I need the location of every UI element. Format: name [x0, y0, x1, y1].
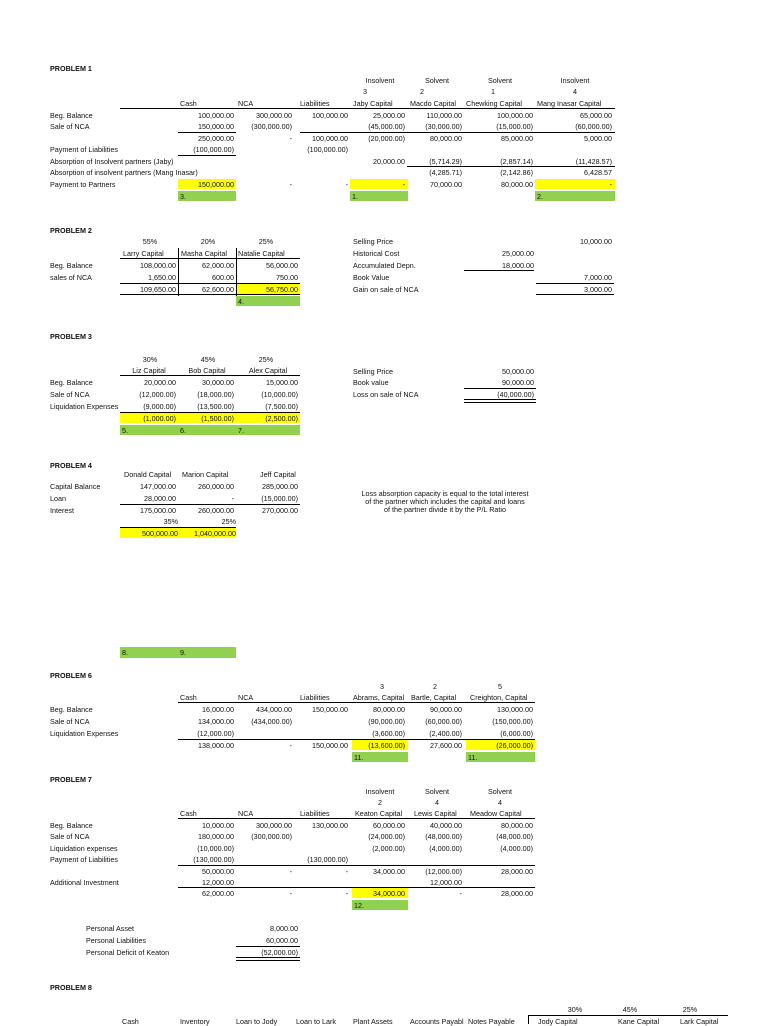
p7-personal-label-0: Personal Asset [86, 924, 134, 933]
p8-header-kane: Kane Capital [618, 1017, 660, 1026]
p7-mark-12: 12. [354, 901, 364, 910]
p7-header-cash: Cash [180, 809, 197, 818]
p2-cell-r0-c0: 108,000.00 [140, 261, 176, 270]
p6-header-creighton: Creighton, Capital [470, 693, 528, 702]
p7-header-liabilities: Liabilities [300, 809, 330, 818]
p7-cell-r4-c0: 50,000.00 [202, 867, 234, 876]
p1-header-cash: Cash [180, 99, 197, 108]
p6-cell-r2-c4: (2,400.00) [429, 729, 462, 738]
p1-status-jaby: Insolvent [365, 76, 395, 85]
p7-cell-r1-c4: (48,000.00) [425, 832, 462, 841]
p1-cell-r5-c4: (4,285.71) [429, 168, 462, 177]
p3-cell-r2-c2: (7,500.00) [265, 402, 298, 411]
p4-cell-r0-c1: 260,000.00 [198, 482, 234, 491]
p3-calc-label-1: Book value [353, 378, 389, 387]
p1-cell-r6-c5: 80,000.00 [501, 180, 533, 189]
p7-cell-r4-c4: (12,000.00) [425, 867, 462, 876]
p7-cell-r1-c3: (24,000.00) [368, 832, 405, 841]
p6-cell-r1-c1: (434,000.00) [251, 717, 292, 726]
p1-cell-r2-c3: (20,000.00) [368, 134, 405, 143]
p1-rank-jaby: 3 [363, 87, 367, 96]
p7-cell-r0-c5: 80,000.00 [501, 821, 533, 830]
p1-cell-r6-c4: 70,000.00 [430, 180, 462, 189]
p2-pct-natalie: 25% [258, 237, 274, 246]
p4-label-interest: Interest [50, 506, 74, 515]
p3-label-sale: Sale of NCA [50, 390, 90, 399]
p7-cell-r4-c1: - [289, 867, 292, 876]
p7-label-beg: Beg. Balance [50, 821, 93, 830]
p1-cell-r6-c3: - [402, 180, 405, 189]
p7-cell-r6-c5: 28,000.00 [501, 889, 533, 898]
p2-label-sales: sales of NCA [50, 273, 92, 282]
p1-cell-r2-c5: 85,000.00 [501, 134, 533, 143]
p3-cell-r1-c0: (12,000.00) [139, 390, 176, 399]
p6-cell-r1-c5: (150,000.00) [492, 717, 533, 726]
p1-header-macdo: Macdo Capital [410, 99, 456, 108]
p4-note-line-1: Loss absorption capacity is equal to the total interest [361, 489, 529, 498]
p2-pct-masha: 20% [200, 237, 216, 246]
p3-mark-7: 7. [238, 426, 244, 435]
p1-cell-r6-c0: 150,000.00 [198, 180, 234, 189]
p3-cell-r3-c1: (1,500.00) [201, 414, 234, 423]
p4-note-line-2: of the partner which includes the capital and loans [365, 497, 525, 506]
p4-cell-r1-c2: (15,000.00) [261, 494, 298, 503]
p6-mark-11a: 11. [354, 753, 364, 762]
p1-label-absmang: Absorption of insolvent partners (Mang Inasar) [50, 168, 198, 177]
p2-header-natalie: Natalie Capital [238, 249, 285, 258]
p3-cell-r2-c0: (9,000.00) [143, 402, 176, 411]
p3-calc-label-2: Loss on sale of NCA [353, 390, 419, 399]
p1-cell-r1-c0: 150,000.00 [198, 122, 234, 131]
p1-cell-r0-c2: 100,000.00 [312, 111, 348, 120]
p4-cell-r2-c1: 260,000.00 [198, 506, 234, 515]
p7-label-sale: Sale of NCA [50, 832, 90, 841]
p3-mark-5: 5. [122, 426, 128, 435]
p6-header-nca: NCA [238, 693, 254, 702]
p1-label-payliab: Payment of Liabilities [50, 145, 118, 154]
p7-cell-r0-c2: 130,000.00 [312, 821, 348, 830]
p6-header-abrams: Abrams, Capital [353, 693, 405, 702]
p2-cell-r2-c1: 62,600.00 [202, 285, 234, 294]
p7-rank-meadow: 4 [498, 798, 502, 807]
p8-header-jody: Jody Capital [538, 1017, 578, 1026]
p3-loss: (40,000.00) [497, 390, 534, 399]
p7-header-nca: NCA [238, 809, 254, 818]
p3-cell-r0-c0: 20,000.00 [144, 378, 176, 387]
p7-cell-r6-c3: 34,000.00 [373, 889, 405, 898]
p6-header-bartle: Bartle, Capital [411, 693, 457, 702]
p2-pct-larry: 55% [142, 237, 158, 246]
p7-cell-r3-c0: (130,000.00) [193, 855, 234, 864]
p6-cell-r3-c0: 138,000.00 [198, 741, 234, 750]
p7-personal-label-1: Personal Liabilities [86, 936, 146, 945]
p2-selling-price: 10,000.00 [580, 237, 612, 246]
p1-cell-r1-c3: (45,000.00) [368, 122, 405, 131]
problem-8-title: PROBLEM 8 [50, 983, 92, 992]
p1-cell-r4-c6: (11,428.57) [575, 157, 612, 166]
p2-acc-depn: 18,000.00 [502, 261, 534, 270]
p1-cell-r5-c6: 6,428.57 [584, 168, 612, 177]
p1-header-chewking: Chewking Capital [466, 99, 522, 108]
p8-pct-kane: 45% [622, 1005, 638, 1014]
p1-cell-r1-c5: (15,000.00) [496, 122, 533, 131]
p6-label-liqexp: Liquidation Expenses [50, 729, 119, 738]
p1-rank-manginasar: 4 [573, 87, 577, 96]
p7-status-keaton: Insolvent [365, 787, 395, 796]
p3-pct-alex: 25% [258, 355, 274, 364]
p1-header-manginasar: Mang Inasar Capital [537, 99, 602, 108]
p7-cell-r1-c5: (48,000.00) [496, 832, 533, 841]
p1-cell-r0-c0: 100,000.00 [198, 111, 234, 120]
p7-personal-liab: 60,000.00 [266, 936, 298, 945]
p6-cell-r2-c0: (12,000.00) [197, 729, 234, 738]
p7-cell-r0-c0: 10,000.00 [202, 821, 234, 830]
p7-personal-asset: 8,000.00 [270, 924, 298, 933]
p8-header-inventory: Inventory [180, 1017, 210, 1026]
p2-cell-r2-c0: 109,650.00 [140, 285, 176, 294]
p7-rank-keaton: 2 [378, 798, 382, 807]
p7-cell-r3-c2: (130,000.00) [307, 855, 348, 864]
p6-cell-r1-c3: (90,000.00) [368, 717, 405, 726]
p6-cell-r0-c5: 130,000.00 [497, 705, 533, 714]
p1-mark-1: 1. [352, 192, 358, 201]
p7-label-liqexp: Liquidation expenses [50, 844, 118, 853]
problem-2-title: PROBLEM 2 [50, 226, 92, 235]
p1-cell-r4-c4: (5,714.29) [429, 157, 462, 166]
p6-cell-r0-c3: 80,000.00 [373, 705, 405, 714]
p8-header-np: Notes Payable [468, 1017, 515, 1026]
p2-header-larry: Larry Capital [123, 249, 164, 258]
p6-rank-creighton: 5 [498, 682, 502, 691]
p3-cell-r2-c1: (13,500.00) [197, 402, 234, 411]
p4-lac-marion: 1,040,000.00 [194, 529, 236, 538]
problem-1-title: PROBLEM 1 [50, 64, 92, 73]
p1-cell-r6-c6: - [609, 180, 612, 189]
p7-cell-r5-c0: 12,000.00 [202, 878, 234, 887]
p6-cell-r3-c3: (13,600.00) [368, 741, 405, 750]
p1-cell-r2-c2: 100,000.00 [312, 134, 348, 143]
p7-personal-label-2: Personal Deficit of Keaton [86, 948, 170, 957]
p2-cell-r0-c2: 56,000.00 [266, 261, 298, 270]
p6-cell-r0-c1: 434,000.00 [256, 705, 292, 714]
p7-status-meadow: Solvent [488, 787, 512, 796]
p7-rank-lewis: 4 [435, 798, 439, 807]
p2-cell-r2-c2: 56,750.00 [266, 285, 298, 294]
p4-cell-r0-c0: 147,000.00 [140, 482, 176, 491]
p6-header-liabilities: Liabilities [300, 693, 330, 702]
p7-cell-r6-c1: - [289, 889, 292, 898]
p4-note-line-3: of the partner divide it by the P/L Ratio [384, 505, 506, 514]
p1-cell-r0-c5: 100,000.00 [497, 111, 533, 120]
p3-cell-r3-c2: (2,500.00) [265, 414, 298, 423]
p1-cell-r5-c5: (2,142.86) [500, 168, 533, 177]
p6-cell-r2-c3: (3,600.00) [372, 729, 405, 738]
p1-status-chewking: Solvent [488, 76, 512, 85]
p7-cell-r6-c4: - [459, 889, 462, 898]
p3-pct-bob: 45% [200, 355, 216, 364]
p7-label-payliab: Payment of Liabilities [50, 855, 118, 864]
p1-cell-r1-c4: (30,000.00) [425, 122, 462, 131]
p7-cell-r4-c3: 34,000.00 [373, 867, 405, 876]
p6-cell-r0-c4: 90,000.00 [430, 705, 462, 714]
p7-cell-r6-c2: - [345, 889, 348, 898]
p3-cell-r0-c1: 30,000.00 [202, 378, 234, 387]
p4-pct-donald: 35% [163, 517, 178, 526]
p7-header-lewis: Lewis Capital [414, 809, 457, 818]
p1-label-paypartners: Payment to Partners [50, 180, 116, 189]
p4-header-donald: Donald Capital [124, 470, 172, 479]
p8-pct-jody: 30% [567, 1005, 583, 1014]
p6-cell-r2-c5: (6,000.00) [500, 729, 533, 738]
p1-header-nca: NCA [238, 99, 254, 108]
p6-label-sale: Sale of NCA [50, 717, 90, 726]
p6-cell-r3-c5: (26,000.00) [496, 741, 533, 750]
p2-cell-r0-c1: 62,000.00 [202, 261, 234, 270]
p2-gain: 3,000.00 [584, 285, 612, 294]
p7-cell-r2-c5: (4,000.00) [500, 844, 533, 853]
p3-label-liqexp: Liquidation Expenses [50, 402, 119, 411]
p7-personal-deficit: (52,000.00) [261, 948, 298, 957]
p1-cell-r0-c1: 300,000.00 [256, 111, 292, 120]
p8-header-cash: Cash [122, 1017, 139, 1026]
p1-cell-r0-c3: 25,000.00 [373, 111, 405, 120]
p4-label-capbal: Capital Balance [50, 482, 101, 491]
p8-header-loanlark: Loan to Lark [296, 1017, 336, 1026]
p2-calc-label-1: Historical Cost [353, 249, 400, 258]
p3-pct-liz: 30% [142, 355, 158, 364]
p8-header-loanjody: Loan to Jody [236, 1017, 278, 1026]
p7-cell-r1-c0: 180,000.00 [198, 832, 234, 841]
p2-header-masha: Masha Capital [181, 249, 227, 258]
p6-label-beg: Beg. Balance [50, 705, 93, 714]
problem-4-title: PROBLEM 4 [50, 461, 92, 470]
p6-rank-bartle: 2 [433, 682, 437, 691]
p8-header-ap: Accounts Payabl [410, 1017, 464, 1026]
p2-calc-label-0: Selling Price [353, 237, 393, 246]
p1-header-jaby: Jaby Capital [353, 99, 393, 108]
p1-cell-r2-c6: 5,000.00 [584, 134, 612, 143]
p4-lac-donald: 500,000.00 [142, 529, 178, 538]
p8-header-lark: Lark Capital [680, 1017, 719, 1026]
p4-header-jeff: Jeff Capital [260, 470, 296, 479]
p2-cell-r1-c0: 1,650.00 [148, 273, 176, 282]
p1-cell-r0-c6: 65,000.00 [580, 111, 612, 120]
p6-cell-r0-c0: 16,000.00 [202, 705, 234, 714]
p7-cell-r2-c3: (2,000.00) [372, 844, 405, 853]
p6-cell-r3-c4: 27,600.00 [430, 741, 462, 750]
p5-mark-8: 8. [122, 648, 128, 657]
p3-selling-price: 50,000.00 [502, 367, 534, 376]
p7-cell-r0-c1: 300,000.00 [256, 821, 292, 830]
p4-pct-marion: 25% [221, 517, 236, 526]
p1-cell-r2-c0: 250,000.00 [198, 134, 234, 143]
p1-cell-r4-c3: 20,000.00 [373, 157, 405, 166]
p7-cell-r6-c0: 62,000.00 [202, 889, 234, 898]
p7-cell-r2-c0: (10,000.00) [197, 844, 234, 853]
p4-cell-r1-c1: - [231, 494, 234, 503]
p1-cell-r0-c4: 110,000.00 [426, 111, 462, 120]
p7-cell-r5-c4: 12,000.00 [430, 878, 462, 887]
p2-cell-r1-c1: 600.00 [212, 273, 234, 282]
p3-book-value: 90,000.00 [502, 378, 534, 387]
p1-cell-r6-c2: - [345, 180, 348, 189]
p6-header-cash: Cash [180, 693, 197, 702]
p3-cell-r1-c2: (10,000.00) [261, 390, 298, 399]
p1-cell-r3-c0: (100,000.00) [193, 145, 234, 154]
p7-header-meadow: Meadow Capital [470, 809, 522, 818]
p7-header-keaton: Keaton Capital [355, 809, 403, 818]
p7-cell-r4-c2: - [345, 867, 348, 876]
p6-mark-11b: 11. [468, 753, 478, 762]
p7-cell-r0-c3: 60,000.00 [373, 821, 405, 830]
p8-header-plant: Plant Assets [353, 1017, 393, 1026]
p3-calc-label-0: Selling Price [353, 367, 393, 376]
p1-cell-r6-c1: - [289, 180, 292, 189]
problem-6-title: PROBLEM 6 [50, 671, 92, 680]
problem-3-title: PROBLEM 3 [50, 332, 92, 341]
p7-cell-r1-c1: (300,000.00) [251, 832, 292, 841]
p1-cell-r2-c1: - [289, 134, 292, 143]
p6-cell-r0-c2: 150,000.00 [312, 705, 348, 714]
p5-mark-9: 9. [180, 648, 186, 657]
p1-status-manginasar: Insolvent [560, 76, 590, 85]
p2-hist-cost: 25,000.00 [502, 249, 534, 258]
p2-calc-label-2: Accumulated Depn. [353, 261, 416, 270]
p1-cell-r2-c4: 80,000.00 [430, 134, 462, 143]
p4-cell-r1-c0: 28,000.00 [144, 494, 176, 503]
p3-header-alex: Alex Capital [248, 366, 288, 375]
p4-label-loan: Loan [50, 494, 66, 503]
p1-cell-r1-c6: (60,000.00) [575, 122, 612, 131]
p6-cell-r3-c2: 150,000.00 [312, 741, 348, 750]
p7-cell-r2-c4: (4,000.00) [429, 844, 462, 853]
p4-header-marion: Marion Capital [182, 470, 229, 479]
p7-cell-r4-c5: 28,000.00 [501, 867, 533, 876]
problem-7-title: PROBLEM 7 [50, 775, 92, 784]
p3-cell-r1-c1: (18,000.00) [197, 390, 234, 399]
p2-book-value: 7,000.00 [584, 273, 612, 282]
p1-status-macdo: Solvent [425, 76, 449, 85]
p3-cell-r0-c2: 15,000.00 [266, 378, 298, 387]
p1-rank-chewking: 1 [491, 87, 495, 96]
p2-mark-4: 4. [238, 297, 244, 306]
p3-label-beg: Beg. Balance [50, 378, 93, 387]
p3-header-bob: Bob Capital [188, 366, 226, 375]
p6-cell-r1-c0: 134,000.00 [198, 717, 234, 726]
p1-label-absjaby: Absorption of Insolvent partners (Jaby) [50, 157, 174, 166]
p4-cell-r2-c0: 175,000.00 [140, 506, 176, 515]
p4-cell-r2-c2: 270,000.00 [262, 506, 298, 515]
p1-header-liabilities: Liabilities [300, 99, 330, 108]
p6-cell-r3-c1: - [289, 741, 292, 750]
p8-pct-lark: 25% [682, 1005, 698, 1014]
p6-rank-abrams: 3 [380, 682, 384, 691]
p1-cell-r4-c5: (2,857.14) [500, 157, 533, 166]
p1-mark-3: 3. [180, 192, 186, 201]
p3-cell-r3-c0: (1,000.00) [143, 414, 176, 423]
p1-cell-r1-c1: (300,000.00) [251, 122, 292, 131]
p3-mark-6: 6. [180, 426, 186, 435]
p1-mark-2: 2. [537, 192, 543, 201]
p2-cell-r1-c2: 750.00 [276, 273, 298, 282]
p2-calc-label-4: Gain on sale of NCA [353, 285, 419, 294]
p1-label-beg: Beg. Balance [50, 111, 93, 120]
p1-label-sale: Sale of NCA [50, 122, 90, 131]
p2-label-beg: Beg. Balance [50, 261, 93, 270]
p7-status-lewis: Solvent [425, 787, 449, 796]
p1-cell-r3-c2: (100,000.00) [307, 145, 348, 154]
p7-cell-r0-c4: 40,000.00 [430, 821, 462, 830]
p4-cell-r0-c2: 285,000.00 [262, 482, 298, 491]
p6-cell-r1-c4: (60,000.00) [425, 717, 462, 726]
p7-label-addinv: Additional Investment [50, 878, 119, 887]
p2-calc-label-3: Book Value [353, 273, 390, 282]
p1-rank-macdo: 2 [420, 87, 424, 96]
p3-header-liz: Liz Capital [132, 366, 166, 375]
